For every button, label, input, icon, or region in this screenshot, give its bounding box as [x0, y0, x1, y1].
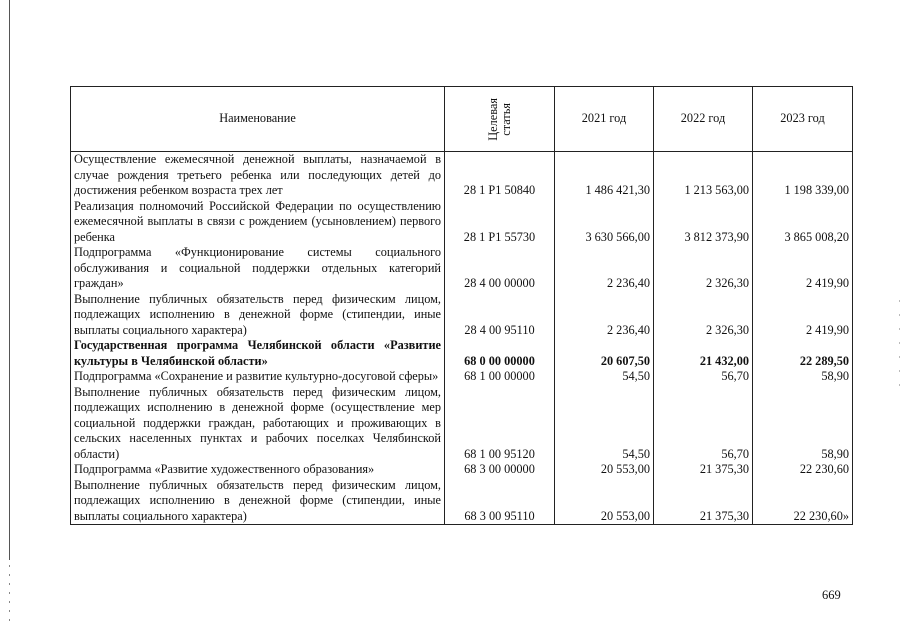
budget-table [70, 86, 853, 525]
row-name: Выполнение публичных обязательств перед физическим лицом, подлежащих исполнению в денежной форме (осуществление мер социальной поддержки граждан, работающих и проживающих в сельских населенных пунктах и рабочих поселках Челябинской области) [71, 385, 445, 463]
row-value-2023: 22 230,60» [753, 478, 853, 525]
row-value-2021: 20 607,50 [555, 338, 654, 369]
header-target-article-label: Целевая статья [485, 97, 513, 141]
row-value-2021: 3 630 566,00 [555, 199, 654, 246]
header-name: Наименование [71, 87, 445, 152]
binding-edge-dots [9, 565, 10, 625]
row-name: Выполнение публичных обязательств перед физическим лицом, подлежащих исполнению в денежной форме (стипендии, иные выплаты социального характера) [71, 478, 445, 525]
scan-artifact-dots [899, 300, 900, 390]
table-row [71, 338, 853, 369]
row-value-2023: 58,90 [753, 369, 853, 385]
row-value-2022: 56,70 [654, 369, 753, 385]
row-value-2021: 2 236,40 [555, 292, 654, 339]
row-value-2021: 2 236,40 [555, 245, 654, 292]
table-row [71, 369, 853, 385]
row-name: Подпрограмма «Сохранение и развитие культурно-досуговой сферы» [71, 369, 445, 385]
row-value-2023: 22 230,60 [753, 462, 853, 478]
row-value-2021: 54,50 [555, 385, 654, 463]
row-target-article: 68 3 00 00000 [445, 462, 555, 478]
row-target-article: 68 1 00 00000 [445, 369, 555, 385]
row-value-2021: 20 553,00 [555, 478, 654, 525]
table-row [71, 199, 853, 246]
row-target-article: 68 0 00 00000 [445, 338, 555, 369]
row-value-2022: 21 375,30 [654, 462, 753, 478]
row-name: Подпрограмма «Функционирование системы социального обслуживания и социальной поддержки отдельных категорий граждан» [71, 245, 445, 292]
table-row [71, 385, 853, 463]
row-value-2021: 1 486 421,30 [555, 152, 654, 199]
row-name: Государственная программа Челябинской области «Развитие культуры в Челябинской области» [71, 338, 445, 369]
table-row [71, 478, 853, 525]
row-value-2023: 1 198 339,00 [753, 152, 853, 199]
row-target-article: 28 4 00 00000 [445, 245, 555, 292]
row-value-2021: 20 553,00 [555, 462, 654, 478]
table-row [71, 152, 853, 199]
row-value-2022: 21 432,00 [654, 338, 753, 369]
table-body [71, 152, 853, 525]
row-value-2022: 2 326,30 [654, 292, 753, 339]
row-name: Выполнение публичных обязательств перед физическим лицом, подлежащих исполнению в денежной форме (стипендии, иные выплаты социального характера) [71, 292, 445, 339]
table-header [71, 87, 853, 152]
row-name: Реализация полномочий Российской Федерации по осуществлению ежемесячной выплаты в связи с рождением (усыновлением) первого ребенка [71, 199, 445, 246]
row-target-article: 28 4 00 95110 [445, 292, 555, 339]
row-value-2022: 1 213 563,00 [654, 152, 753, 199]
row-value-2022: 56,70 [654, 385, 753, 463]
header-2021: 2021 год [555, 87, 654, 152]
table-row [71, 462, 853, 478]
binding-edge-line [9, 0, 10, 560]
header-2023: 2023 год [753, 87, 853, 152]
row-value-2022: 21 375,30 [654, 478, 753, 525]
row-name: Подпрограмма «Развитие художественного образования» [71, 462, 445, 478]
header-target-article [445, 87, 555, 152]
row-value-2023: 2 419,90 [753, 245, 853, 292]
row-value-2023: 58,90 [753, 385, 853, 463]
row-value-2023: 3 865 008,20 [753, 199, 853, 246]
row-value-2023: 2 419,90 [753, 292, 853, 339]
page-number: 669 [822, 588, 841, 602]
row-value-2022: 2 326,30 [654, 245, 753, 292]
row-target-article: 68 3 00 95110 [445, 478, 555, 525]
row-value-2023: 22 289,50 [753, 338, 853, 369]
row-name: Осуществление ежемесячной денежной выплаты, назначаемой в случае рождения третьего ребенка или последующих детей до достижения ребенком возраста трех лет [71, 152, 445, 199]
table-row [71, 245, 853, 292]
row-target-article: 28 1 Р1 50840 [445, 152, 555, 199]
row-target-article: 68 1 00 95120 [445, 385, 555, 463]
row-value-2021: 54,50 [555, 369, 654, 385]
table-row [71, 292, 853, 339]
header-2022: 2022 год [654, 87, 753, 152]
row-value-2022: 3 812 373,90 [654, 199, 753, 246]
row-target-article: 28 1 Р1 55730 [445, 199, 555, 246]
